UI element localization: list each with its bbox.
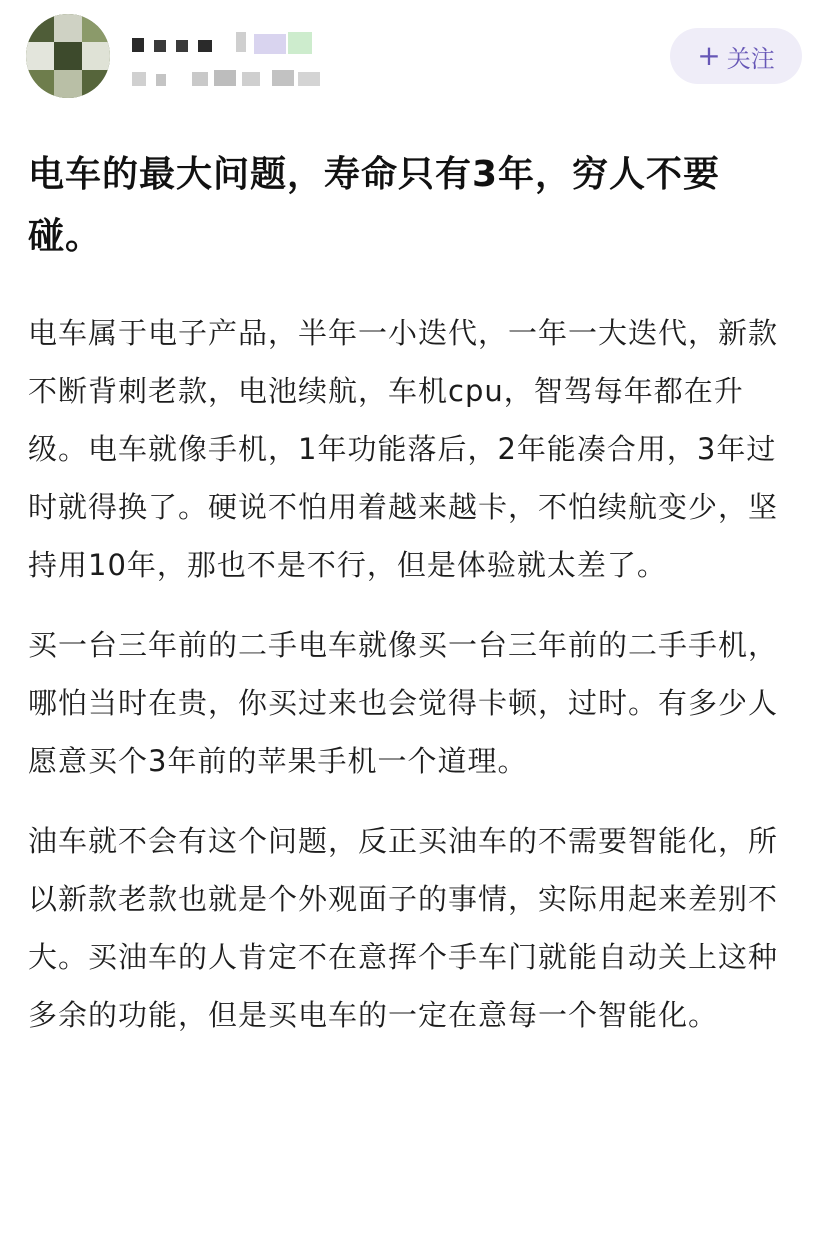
- follow-label: 关注: [726, 44, 775, 73]
- plus-icon: +: [697, 39, 721, 72]
- post-header: [0, 0, 828, 112]
- paragraph-3: 油车就不会有这个问题，反正买油车的不需要智能化，所以新款老款也就是个外观面子的事情，实际用起来差别不大。买油车的人肯定不在意挥个手车门就能自动关上这种多余的功能，但是买电车的一定在意每一个智能化。: [28, 824, 779, 1032]
- username-redacted: [132, 30, 312, 56]
- user-meta-redacted: [132, 66, 352, 90]
- post-title: 电车的最大问题，寿命只有3年，穷人不要碰。: [28, 154, 721, 257]
- post-body: [28, 304, 798, 1066]
- paragraph-2: 买一台三年前的二手电车就像买一台三年前的二手手机，哪怕当时在贵，你买过来也会觉得卡顿，过时。有多少人愿意买个3年前的苹果手机一个道理。: [28, 628, 779, 778]
- follow-button[interactable]: [670, 28, 802, 84]
- paragraph-1: 电车属于电子产品，半年一小迭代，一年一大迭代，新款不断背刺老款，电池续航，车机cpu，智驾每年都在升级。电车就像手机，1年功能落后，2年能凑合用，3年过时就得换了。硬说不怕用着越来越卡，不怕续航变少，坚持用10年，那也不是不行，但是体验就太差了。: [28, 316, 779, 582]
- avatar[interactable]: [26, 14, 110, 98]
